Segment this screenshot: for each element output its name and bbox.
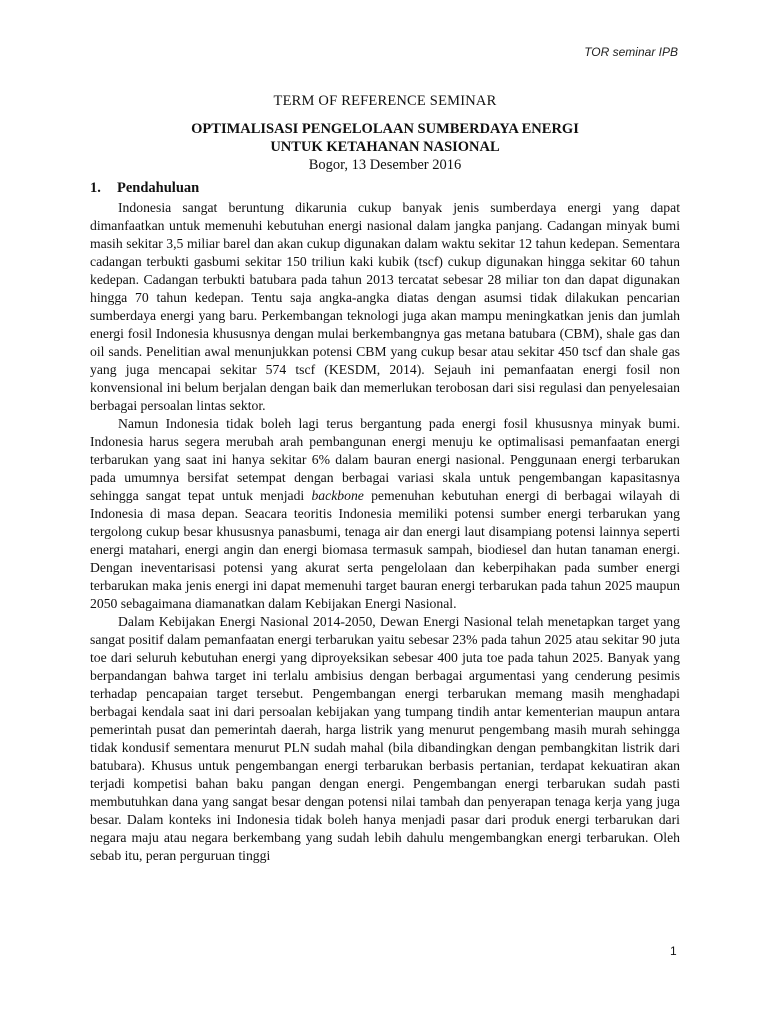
title-line-2: UNTUK KETAHANAN NASIONAL [270, 139, 500, 155]
section-title: Pendahuluan [117, 180, 200, 196]
paragraph-3: Dalam Kebijakan Energi Nasional 2014-2050, Dewan Energi Nasional telah menetapkan target yang sangat positif dalam pemanfaatan energi terbarukan yaitu sebesar 23% pada tahun 2025 atau sekitar 90 juta toe dari seluruh kebutuhan energi yang diproyeksikan sebesar 400 juta toe pada tahun 2025. Banyak yang berpandangan bahwa target ini terlalu ambisius dengan berbagai argumentasi yang cenderung pesimis terhadap pencapaian target tersebut. Pengembangan energi terbarukan memang masih menghadapi berbagai kendala saat ini dari persoalan kebijakan yang tumpang tindih antar kementerian maupun antara pemerintah pusat dan pemerintah daerah, harga listrik yang menurut pengembang masih murah sehingga tidak kondusif sementara menurut PLN sudah mahal (bila dibandingkan dengan pembangkitan listrik dari batubara). Khusus untuk pengembangan energi terbarukan berbasis pertanian, terdapat kekuatiran akan terjadi kompetisi bahan baku pangan dengan energi. Pengembangan energi terbarukan sudah pasti membutuhkan dana yang sangat besar dengan potensi nilai tambah dan penyerapan tenaga kerja yang juga besar. Dalam konteks ini Indonesia tidak boleh hanya menjadi pasar dari produk energi terbarukan dari negara maju atau negara berkembang yang sudah lebih dahulu mengembangkan energi terbarukan. Oleh sebab itu, peran perguruan tinggi [90, 614, 680, 863]
seminar-date: Bogor, 13 Desember 2016 [308, 157, 462, 173]
paragraph-1: Indonesia sangat beruntung dikarunia cukup banyak jenis sumberdaya energi yang dapat dimanfaatkan untuk memenuhi kebutuhan energi nasional dalam jangka panjang. Cadangan minyak bumi masih sekitar 3,5 miliar barel dan akan cukup digunakan dalam waktu sekitar 12 tahun kedepan. Sementara cadangan terbukti gasbumi sekitar 150 triliun kaki kubik (tscf) cukup digunakan hingga sekitar 60 tahun kedepan. Cadangan terbukti batubara pada tahun 2013 tercatat sebesar 28 miliar ton dan dapat digunakan hingga 70 tahun kedepan. Tentu saja angka-angka diatas dengan asumsi tidak dilakukan pencarian sumberdaya energi yang baru. Perkembangan teknologi juga akan mampu meningkatkan jenis dan jumlah energi fosil Indonesia khususnya dengan mulai berkembangnya gas metana batubara (CBM), shale gas dan oil sands. Penelitian awal menunjukkan potensi CBM yang cukup besar atau sekitar 450 tscf dan shale gas yang juga mencapai sekitar 574 tscf (KESDM, 2014). Sejauh ini pemanfaatan energi fosil non konvensional ini belum berjalan dengan baik dan memerlukan terobosan dari sisi regulasi dan penyelesaian berbagai persoalan lintas sektor. [90, 200, 680, 413]
section-number: 1. [90, 180, 101, 196]
paragraph-2 [90, 415, 680, 613]
page-number: 1 [670, 944, 677, 958]
title-block [90, 93, 680, 174]
section-heading [90, 180, 199, 197]
emphasis-backbone: backbone [311, 488, 364, 503]
paragraph-2-part-a: Namun Indonesia tidak boleh lagi terus bergantung pada energi fosil khususnya minyak bumi. Indonesia harus segera merubah arah pembangunan energi menuju ke optimalisasi pemanfaatan energi terbarukan yang saat ini hanya sekitar 6% dalam bauran energi nasional. Penggunaan energi terbarukan pada umumnya bersifat setempat dengan berbagai variasi skala untuk pengembangan kapasitasnya sehingga sangat tepat untuk menjadi [90, 416, 680, 503]
title-line-1: OPTIMALISASI PENGELOLAAN SUMBERDAYA ENERGI [191, 121, 579, 137]
document-type: TERM OF REFERENCE SEMINAR [273, 93, 497, 109]
paragraph-2-part-b: pemenuhan kebutuhan energi di berbagai wilayah di Indonesia di masa depan. Seacara teoritis Indonesia memiliki potensi sumber energi terbarukan yang tergolong cukup besar khususnya panasbumi, tenaga air dan energi laut disampiang potensi lainnya seperti energi matahari, energi angin dan energi biomasa termasuk sampah, biodiesel dan hutan tanaman energi. Dengan ineventarisasi potensi yang akurat serta pengelolaan dan keberpihakan pada sumber energi terbarukan maka jenis energi ini dapat memenuhi target bauran energi terbarukan pada tahun 2025 maupun 2050 sebagaimana diamanatkan dalam Kebijakan Energi Nasional. [90, 488, 680, 611]
running-header: TOR seminar IPB [584, 45, 678, 59]
body-text [90, 199, 680, 865]
